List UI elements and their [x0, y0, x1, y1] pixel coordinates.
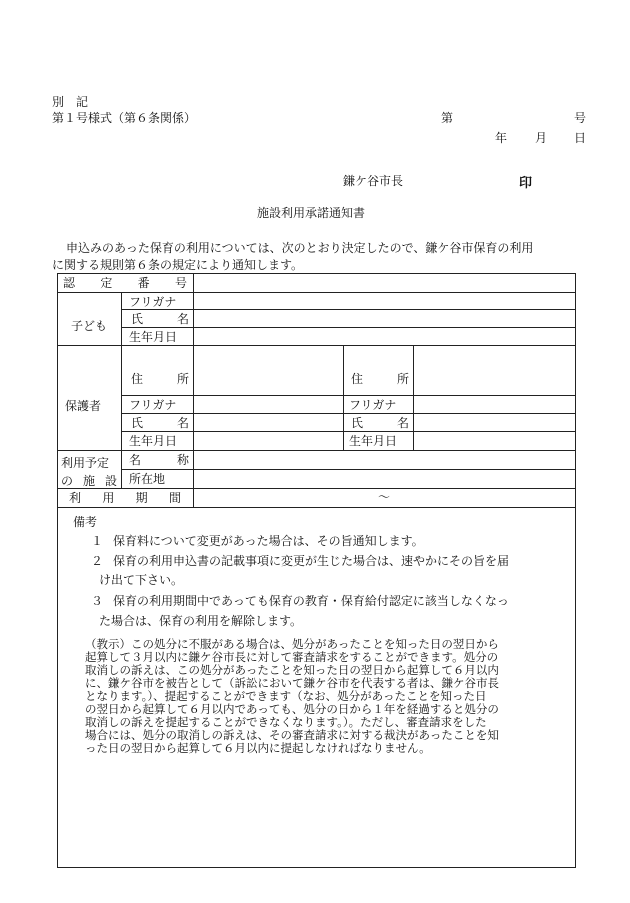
- facility-name-label: 名 称: [129, 453, 189, 467]
- notice-line-5: となります。）、提起することができます（なお、処分があったことを知った日: [85, 689, 487, 703]
- remarks-heading: 備考: [73, 515, 98, 529]
- guardian2-name-label: 氏 名: [351, 416, 409, 430]
- cert-number-label: 認 定 番 号: [63, 276, 187, 290]
- guardian-birthdate-label: 生年月日: [129, 434, 178, 448]
- guardian2-address-label: 住 所: [351, 372, 409, 386]
- date-day: 日: [574, 131, 587, 145]
- remark-3-text-line1: 保育の利用期間中であっても保育の教育・保育給付認定に該当しなくなっ: [113, 594, 509, 608]
- guardian2-furigana-label: フリガナ: [349, 398, 397, 412]
- notice-line-6: の翌日から起算して６月以内であっても、処分の日から１年を経過すると処分の: [85, 702, 499, 716]
- notice-line-8: 場合には、処分の取消しの訴えは、その審査請求に対する裁決があったことを知: [85, 728, 499, 742]
- guardian-name-label: 氏 名: [131, 416, 189, 430]
- period-tilde: ～: [378, 490, 391, 504]
- remark-2-text-line1: 保育の利用申込書の記載事項に変更が生じた場合は、速やかにその旨を届: [113, 554, 510, 568]
- child-label: 子ども: [71, 319, 108, 333]
- date-year: 年: [495, 131, 508, 145]
- remark-1-number: １: [91, 534, 104, 548]
- guardian2-birthdate-label: 生年月日: [349, 434, 398, 448]
- remark-1-text: 保育料について変更があった場合は、その旨通知します。: [113, 534, 424, 548]
- guardian-furigana-label: フリガナ: [129, 398, 177, 412]
- facility-label-line2: の 施 設: [61, 474, 117, 488]
- remark-2-number: ２: [91, 554, 104, 568]
- remark-3-text-line2: た場合は、保育の利用を解除します。: [99, 614, 303, 628]
- remark-2-text-line2: け出て下さい。: [99, 573, 184, 587]
- child-furigana-label: フリガナ: [129, 295, 177, 309]
- remark-3-number: ３: [91, 594, 104, 608]
- guardian-label: 保護者: [65, 399, 102, 413]
- annex-label: 別 記: [52, 95, 89, 109]
- child-birthdate-label: 生年月日: [129, 330, 178, 344]
- form-number-label: 第１号様式（第６条関係）: [52, 111, 197, 125]
- issuer-name: 鎌ケ谷市長: [343, 174, 404, 188]
- number-suffix: 号: [574, 111, 587, 125]
- guardian-address-label: 住 所: [131, 372, 189, 386]
- intro-text-line2: に関する規則第６条の規定により通知します。: [52, 258, 304, 272]
- seal-mark: 印: [519, 176, 533, 191]
- number-prefix: 第: [441, 111, 454, 125]
- notice-line-7: 取消しの訴えを提起することができなくなります。）。ただし、審査請求をした: [85, 715, 487, 729]
- document-title: 施設利用承諾通知書: [257, 206, 366, 220]
- form-table: [57, 273, 576, 868]
- facility-location-label: 所在地: [129, 472, 166, 486]
- notice-line-9: った日の翌日から起算して６月以内に提起しなければなりません。: [85, 741, 431, 755]
- notice-line-2: 起算して３月以内に鎌ケ谷市長に対して審査請求をすることができます。処分の: [85, 650, 499, 664]
- facility-label-line1: 利用予定: [61, 456, 110, 470]
- notice-line-1: （教示）この処分に不服がある場合は、処分があったことを知った日の翌日から: [85, 637, 499, 651]
- child-name-label: 氏 名: [131, 312, 189, 326]
- date-month: 月: [535, 131, 548, 145]
- notice-line-3: 取消しの訴えは、この処分があったことを知った日の翌日から起算して６月以内: [85, 663, 499, 677]
- period-label: 利 用 期 間: [69, 491, 181, 505]
- notice-line-4: に、鎌ケ谷市を被告として（訴訟において鎌ケ谷市を代表する者は、鎌ケ谷市長: [85, 676, 499, 690]
- intro-text-line1: 申込みのあった保育の利用については、次のとおり決定したので、鎌ケ谷市保育の利用: [66, 241, 534, 255]
